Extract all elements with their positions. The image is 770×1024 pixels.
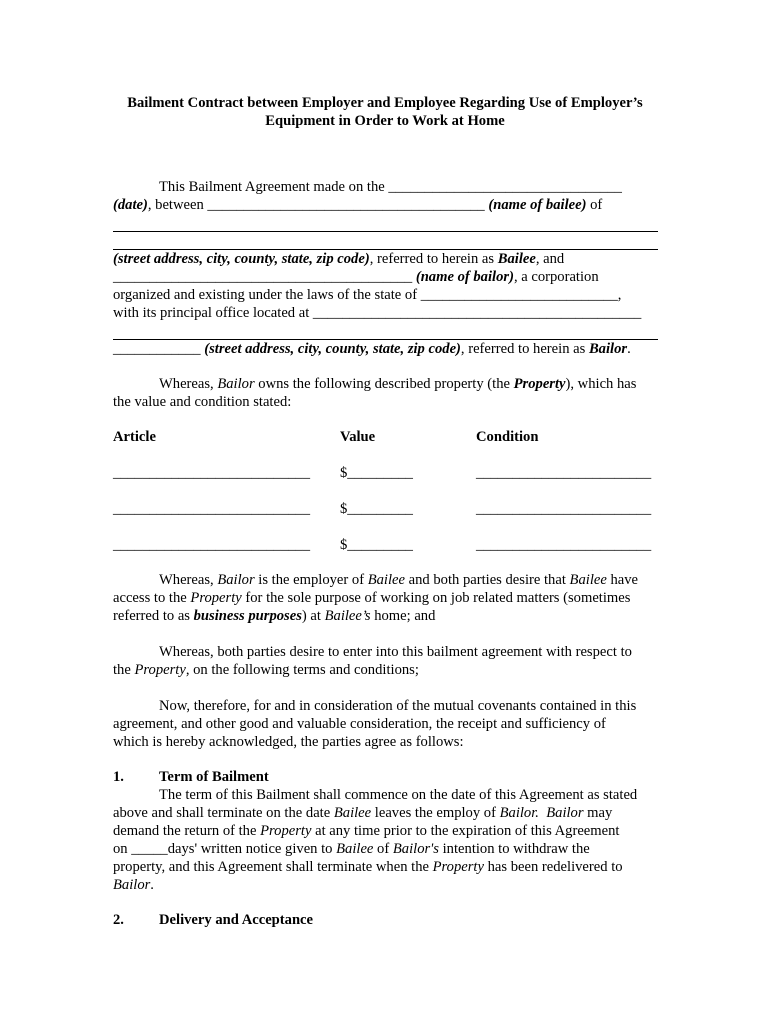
property-term: Property xyxy=(134,662,186,678)
title-line-1: Bailment Contract between Employer and Employee Regarding Use of Employer’s xyxy=(127,95,643,111)
bailee-term: Bailee xyxy=(336,841,374,857)
date-label: (date) xyxy=(113,197,148,213)
whereas2-line-1 xyxy=(113,571,658,589)
bailor-name-blank: _________________________________________ xyxy=(113,269,416,285)
between-text: , between ______________________________________ xyxy=(147,197,489,213)
property-term: Property xyxy=(260,823,312,839)
text-run: Whereas, xyxy=(159,572,218,588)
text-run: has been redelivered to xyxy=(483,859,623,875)
intro-line-10 xyxy=(113,340,658,358)
intro-paragraph xyxy=(113,178,658,358)
bailee-term: Bailee xyxy=(569,572,607,588)
now-line-1: Now, therefore, for and in consideration of the mutual covenants contained in this xyxy=(159,698,637,714)
text-run: Whereas, xyxy=(159,376,218,392)
section-number: 1. xyxy=(113,769,124,785)
section-1-heading xyxy=(113,768,658,786)
bailee-term: Bailee xyxy=(333,805,372,821)
property-term: Property xyxy=(432,859,484,875)
text-run: , on the following terms and conditions; xyxy=(185,662,419,678)
text-run: above and shall terminate on the date xyxy=(113,805,334,821)
section-2 xyxy=(113,911,658,929)
column-header-condition: Condition xyxy=(476,429,539,445)
whereas-agreement-paragraph xyxy=(113,643,658,679)
text-run: on _____days' written notice given to xyxy=(113,841,337,857)
section1-line-6 xyxy=(113,876,658,894)
row-1-article: ___________________________ xyxy=(113,465,311,481)
whereas-property-paragraph xyxy=(113,375,658,411)
section1-line-2 xyxy=(113,804,658,822)
text-run: ) at xyxy=(301,608,325,624)
bailor-term: Bailor xyxy=(113,877,151,893)
text-run: of xyxy=(373,841,393,857)
bailee-address-label: (street address, city, county, state, zip code) xyxy=(113,251,370,267)
row-3-value: $_________ xyxy=(340,537,413,553)
corporation-text: , a corporation xyxy=(513,269,599,285)
bailor-term: Bailor xyxy=(588,341,628,357)
bailee-name-label: (name of bailee) xyxy=(488,197,587,213)
whereas1-line-1 xyxy=(113,375,658,393)
blank-rule xyxy=(113,322,658,340)
row-3-article: ___________________________ xyxy=(113,537,311,553)
intro-line-6 xyxy=(113,268,658,286)
text-run: at any time prior to the expiration of this Agreement xyxy=(311,823,620,839)
row-2-article: ___________________________ xyxy=(113,501,311,517)
whereas3-line-2 xyxy=(113,661,658,679)
section-1 xyxy=(113,768,658,894)
bailee-term: Bailee xyxy=(497,251,536,267)
text-run: property, and this Agreement shall terminate when the xyxy=(113,859,433,875)
bailor-address-label: (street address, city, county, state, zip code) xyxy=(204,341,461,357)
now-line-2: agreement, and other good and valuable consideration, the receipt and sufficiency of xyxy=(113,716,606,732)
row-1-condition: ________________________ xyxy=(476,465,652,481)
section1-line-5 xyxy=(113,858,658,876)
section1-line-3 xyxy=(113,822,658,840)
of-text: of xyxy=(586,197,603,213)
bailor-term: Bailor xyxy=(217,376,255,392)
now-therefore-paragraph xyxy=(113,697,658,751)
intro-line-9 xyxy=(113,322,658,340)
section-number: 2. xyxy=(113,912,124,928)
blank-rule xyxy=(113,232,658,250)
section-title: Term of Bailment xyxy=(159,769,269,785)
title-line-2: Equipment in Order to Work at Home xyxy=(265,113,505,129)
text-run: referred to as xyxy=(113,608,194,624)
intro-line-1 xyxy=(113,178,658,196)
blank-rule xyxy=(113,214,658,232)
referred-text: , referred to herein as xyxy=(369,251,498,267)
whereas2-line-2 xyxy=(113,589,658,607)
intro-line-4 xyxy=(113,232,658,250)
row-3-condition: ________________________ xyxy=(476,537,652,553)
intro-line-7: organized and existing under the laws of the state of ___________________________, xyxy=(113,287,622,303)
text-run: home; and xyxy=(370,608,436,624)
text-run: is the employer of xyxy=(254,572,368,588)
and-text: , and xyxy=(535,251,565,267)
whereas1-line-2: the value and condition stated: xyxy=(113,394,292,410)
bailee-term: Bailee’s xyxy=(324,608,371,624)
bailor-term: Bailor's xyxy=(392,841,439,857)
text-run: demand the return of the xyxy=(113,823,261,839)
text-run: leaves the employ of xyxy=(371,805,500,821)
document-title xyxy=(100,94,670,130)
referred-text: , referred to herein as xyxy=(460,341,589,357)
section1-line-4 xyxy=(113,840,658,858)
bailee-term: Bailee xyxy=(367,572,405,588)
text-run: owns the following described property (the xyxy=(254,376,514,392)
text-run: intention to withdraw the xyxy=(438,841,590,857)
bailor-term: Bailor xyxy=(217,572,255,588)
section-title: Delivery and Acceptance xyxy=(159,912,314,928)
business-purposes-term: business purposes xyxy=(193,608,302,624)
bailor-term: Bailor xyxy=(546,805,584,821)
period: . xyxy=(627,341,631,357)
section1-line-1: The term of this Bailment shall commence on the date of this Agreement as stated xyxy=(159,787,638,803)
text-run: may xyxy=(583,805,613,821)
whereas-employer-paragraph xyxy=(113,571,658,625)
text-run: and both parties desire that xyxy=(405,572,570,588)
now-line-3: which is hereby acknowledged, the parties agree as follows: xyxy=(113,734,464,750)
row-2-value: $_________ xyxy=(340,501,413,517)
text-run: for the sole purpose of working on job related matters (sometimes xyxy=(241,590,631,606)
text-run: access to the xyxy=(113,590,191,606)
period: . xyxy=(150,877,154,893)
column-header-value: Value xyxy=(340,429,376,445)
intro-line-3 xyxy=(113,214,658,232)
row-2-condition: ________________________ xyxy=(476,501,652,517)
intro-line-2 xyxy=(113,196,658,214)
row-1-value: $_________ xyxy=(340,465,413,481)
intro-line-5 xyxy=(113,250,658,268)
text-run: ), which has xyxy=(565,376,637,392)
whereas3-line-1: Whereas, both parties desire to enter into this bailment agreement with respect to xyxy=(159,644,632,660)
property-term: Property xyxy=(190,590,242,606)
whereas2-line-3 xyxy=(113,607,658,625)
section-2-heading xyxy=(113,911,658,929)
address-blank: ____________ xyxy=(113,341,205,357)
intro-line-8: with its principal office located at _____________________________________________ xyxy=(113,305,642,321)
bailor-name-label: (name of bailor) xyxy=(415,269,514,285)
intro-date-text: This Bailment Agreement made on the ________________________________ xyxy=(159,179,622,195)
column-header-article: Article xyxy=(113,429,156,445)
text-run: have xyxy=(606,572,639,588)
property-term: Property xyxy=(513,376,566,392)
text-run: the xyxy=(113,662,135,678)
bailor-term: Bailor. xyxy=(499,805,539,821)
